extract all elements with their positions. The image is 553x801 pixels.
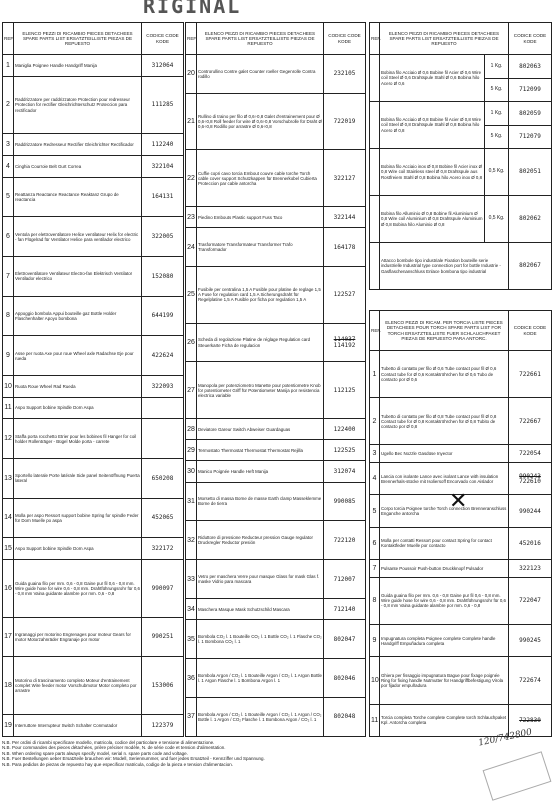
ref-number: 31: [186, 482, 197, 521]
part-description: Elettroventilatore Ventilateur Electro-fan Elektrisch Ventilator Ventilador electrico: [14, 256, 142, 296]
part-code: [142, 217, 184, 257]
torch-title-header: ELENCO PEZZI DI RICAM. PER TORCIA LISTE PIECES DETACHEES POUR TORCH SPARE PARTS LIST FOR TORCH ERSATZTEILLISTE FUER SCHLAUCHPAKET PIEZAS DE REPUESTO PARA ANTORC.: [380, 311, 509, 351]
table-row: [186, 620, 366, 659]
part-code: [324, 599, 366, 620]
part-description: Bombola Argon / CO₂ l. 1 Bouteille Argon / CO₂ l. 1 Argon Bottle l. 1 Argon Flasche l. 1 Bombona Argon l. 1: [197, 659, 324, 698]
part-description: Motorino di trascinamento completo Moteur d'entrainement complet Wire feeder motor Vorschubmotor Motor completo por arrastre: [14, 657, 142, 715]
table-row: [3, 715, 184, 737]
ref-number: 3: [370, 445, 380, 463]
table-row: [186, 521, 366, 560]
part-code: [324, 620, 366, 659]
part-description: Trasformatore Transformateur Transformer Trafo Transformador: [197, 228, 324, 267]
ref-number: 28: [186, 419, 197, 440]
table-row: [370, 351, 552, 398]
part-description: Tubetto di contatto per filo Ø 0,8 Tube contact pour fil Ø 0,8 Contact tube for Ø 0,8 Kontaktröhrchen für Ø 0,8 Tubito de contacto por Ø 0,8: [380, 398, 509, 445]
part-description: Ghiera per fissaggio impugnatura Bague pour fixage poignée Ring for fixing handle Nutmutter für Handgriffbefestigung Virola por fijador empuñadura: [380, 657, 509, 704]
code-value: 111285: [151, 101, 174, 109]
ref-number: 21: [186, 93, 197, 150]
parts-table-middle: [185, 22, 366, 737]
quantity: 0,5 Kg.: [485, 149, 509, 196]
part-description: Cuffie copri cavo torcia Embout couvre cable torche Torch cable cover support Schutzkappen für Brennerkobel Cubierta Proteccion par cable antorcha: [197, 150, 324, 207]
table-row: [3, 336, 184, 376]
code-value: 164131: [151, 193, 174, 201]
table-row: [370, 445, 552, 463]
part-description: Scheda di regolazione Platine de réglage Regulation card Steuerkarte Ficha de regulacion: [197, 323, 324, 362]
part-description: Sportello laterale Porte latérale Side panel Seitenöffnung Puerta lateral: [14, 458, 142, 498]
code-header: CODICE CODE KODE: [142, 23, 184, 55]
part-code: [142, 336, 184, 376]
code-value: 122525: [333, 446, 356, 454]
ref-number: 20: [186, 55, 197, 94]
part-code: [324, 697, 366, 736]
part-code: [324, 323, 366, 362]
table-row: [186, 362, 366, 419]
part-description: Guida guaina filo per mm. 0,6 - 0,8 Gaine pur fil 0,6 - 0,8 mm. Wire guide hose for wire 0,6 - 0,8 mm. Drahtführungsrohr für 0,6 - 0,8 mm Vaina guidante alambre por mm. 0,6 - 0,8: [380, 577, 509, 624]
ref-number: 8: [3, 296, 14, 336]
part-description: Riduttore di pressione Reducteur pression Gauge regulator Druckregler Reductor presión: [197, 521, 324, 560]
part-description: Fusibile per centralina 1,5 A Fusible pour platine de reglage 1,5 A Fuse for regulation card 1,5 A Sicherungsdraht für Regelplatine 1,5 A Fusible por ficha por regulation 1,5 A: [197, 267, 324, 324]
part-description: Raddrizzatore Redresseur Rectifier Gleichrichter Rectificador: [14, 134, 142, 156]
part-description: Staffa porta rocchetto Etrier pour les bobines fil Hanger for coil holder Rollenträger - Bügel Molde porta - carrete: [14, 419, 142, 459]
ref-number: 13: [3, 458, 14, 498]
ref-number: [370, 243, 380, 290]
table-row: [3, 256, 184, 296]
ref-number: 26: [186, 323, 197, 362]
code-value: 644199: [151, 312, 174, 320]
table-row: [370, 102, 552, 126]
ref-number: 30: [186, 461, 197, 482]
table-row: [370, 527, 552, 559]
part-code: [142, 55, 184, 77]
part-code: [142, 498, 184, 538]
part-description: Asse per ruota Axe pour roue Wheel axle Radachse Eje pour rueda: [14, 336, 142, 376]
ref-number: [370, 102, 380, 149]
code-header: CODICE CODE KODE: [509, 311, 552, 351]
ref-number: [370, 149, 380, 196]
part-code: [142, 76, 184, 134]
part-code: [324, 55, 366, 94]
code-value: 152080: [151, 272, 174, 280]
title-header: ELENCO PEZZI DI RICAMBIO PIECES DETACHEES SPARE PARTS LIST ERSATZTEILLISTE PIEZAS DE REPUESTO: [14, 23, 142, 55]
quantity: 5 Kg.: [485, 78, 509, 102]
code-value: 322005: [151, 233, 174, 241]
ref-number: 22: [186, 150, 197, 207]
title-header: ELENCO PEZZI DI RICAMBIO PIECES DETACHEES SPARE PARTS LIST ERSATZTEILLISTE PIEZAS DE REPUESTO: [380, 23, 509, 55]
code-value: 722054: [519, 450, 541, 458]
table-row: [186, 267, 366, 324]
quantity: 1 Kg.: [485, 102, 509, 126]
part-description: Manico Poignée Handle Heft Manija: [197, 461, 324, 482]
table-row: [186, 228, 366, 267]
code-value: 722610: [519, 477, 541, 485]
table-row: [370, 624, 552, 656]
struck-code: 114037: [333, 336, 356, 344]
ref-number: 9: [3, 336, 14, 376]
code-value: 722667: [519, 417, 541, 425]
part-code: [509, 624, 552, 656]
ref-number: 8: [370, 577, 380, 624]
quantity: 1 Kg.: [485, 55, 509, 79]
ref-number: 5: [370, 495, 380, 527]
table-row: [3, 134, 184, 156]
code-value: 322127: [333, 174, 356, 182]
code-value: 232105: [333, 70, 356, 78]
part-code: [509, 398, 552, 445]
table-row: [186, 323, 366, 362]
part-description: Aspo Support bobine Spindle Dorn Aspa: [14, 397, 142, 419]
part-code: [509, 445, 552, 463]
part-code: [324, 482, 366, 521]
part-description: Lancia con isolante Lance avec isolant Lance with insulation Brennerhals-stücke mit Isoliersoff Encorvado con Aislador: [380, 462, 509, 494]
part-description: Maniglia Poignee Handle Handgriff Manija: [14, 55, 142, 77]
part-code: [142, 134, 184, 156]
ref-number: 2: [370, 398, 380, 445]
table-row: [3, 458, 184, 498]
part-description: Bobina filo Acciaio Ø 0,8 Bobine fil Acier Ø 0,8 Wire coil Steel Ø 0,8 Drahtspule Stahl Ø 0,8 Bobina hilo Acero Ø 0,8: [380, 102, 485, 149]
struck-code: 990243: [519, 472, 541, 480]
part-code: [142, 617, 184, 657]
code-value: 422624: [151, 352, 174, 360]
part-code: [142, 155, 184, 177]
part-code: [509, 527, 552, 559]
ref-number: 34: [186, 599, 197, 620]
cross-mark: ✕: [449, 488, 468, 513]
parts-table-left: [2, 22, 184, 737]
part-code: [142, 177, 184, 217]
part-code: [509, 560, 552, 578]
part-code: [324, 560, 366, 599]
part-description: Ingranaggi per motorino Engrenages pour moteur Gears for motor Motorzahnräder Engranaje por motor: [14, 617, 142, 657]
part-code: [509, 657, 552, 704]
ref-number: 4: [370, 462, 380, 494]
ref-number: 25: [186, 267, 197, 324]
code-value: 322104: [151, 162, 174, 170]
ref-number: [370, 55, 380, 102]
order-notes: [2, 740, 482, 767]
part-code: [142, 657, 184, 715]
part-code: 802062: [509, 196, 552, 243]
part-code: 802067: [509, 243, 552, 290]
code-value: 650208: [151, 474, 174, 482]
ref-number: 6: [3, 217, 14, 257]
struck-code: 722830: [519, 716, 541, 724]
part-description: Piedino Embouts Plastic support Fuss Taco: [197, 206, 324, 227]
code-value: 452016: [519, 539, 541, 547]
ref-header: REF.: [370, 311, 380, 351]
part-code: 712099: [509, 78, 552, 102]
ref-number: 27: [186, 362, 197, 419]
code-value: 712007: [333, 575, 356, 583]
ref-number: 2: [3, 76, 14, 134]
table-row: [186, 150, 366, 207]
ref-number: [370, 196, 380, 243]
code-value: 722661: [519, 370, 541, 378]
table-row: [3, 177, 184, 217]
part-code: [324, 228, 366, 267]
part-code: [324, 521, 366, 560]
code-value: 122379: [151, 722, 174, 730]
code-value: 990244: [519, 507, 541, 515]
part-description: Torcia completa Torche complete Complete torch Schlauchpaket Kpl. Antorcha completa: [380, 704, 509, 736]
table-row: [186, 440, 366, 461]
note-line: N.B. When ordering spare parts always specify model, serial n. spare parts code and voltage.: [2, 750, 188, 756]
ref-number: 37: [186, 697, 197, 736]
table-row: [370, 243, 552, 290]
part-description: Deviatore Gareur Switch Abweiser Guardaguas: [197, 419, 324, 440]
ref-number: 7: [370, 560, 380, 578]
part-description: Ruota Roue Wheel Rad Rueda: [14, 376, 142, 398]
part-code: [324, 206, 366, 227]
table-row: [186, 461, 366, 482]
part-description: Molla per contatti Ressort pour contact Spring for contact Kontaktfeder Muelle por contacto: [380, 527, 509, 559]
part-description: Attacco bombole tipo industriale Fixation bouteille serie industrielle Industrial type connection port for bottle Industrie - Gasflaschenanschluss Enlace bombona tipo industrial: [380, 243, 509, 290]
part-description: Guida guaina filo per mm. 0,6 - 0,8 Gaine pur fil 0,6 - 0,8 mm. Wire guide hose for wire 0,6 - 0,8 mm. Drahtführungsrohr für 0,6 - 0,8 mm Vaina guidante alambre por mm. 0,6 - 0,8: [14, 559, 142, 617]
ref-number: 9: [370, 624, 380, 656]
part-code: [509, 577, 552, 624]
handwritten-note: 120/742800: [477, 727, 534, 749]
code-header: CODICE CODE KODE: [509, 23, 552, 55]
table-row: [186, 93, 366, 150]
part-description: Bombola CO₂ l. 1 Bouteille CO₂ l. 1 Bottle CO₂ l. 1 Flasche CO₂ l. 1 Bombona CO₂ l. 1: [197, 620, 324, 659]
code-value: 802046: [333, 674, 356, 682]
table-row: [3, 155, 184, 177]
ref-header: REF.: [3, 23, 14, 55]
ref-number: 11: [3, 397, 14, 419]
part-description: Bobina filo Acciaio Ø 0,6 Bobine fil Acier Ø 0,6 Wire coil Steel Ø 0,6 Drahtspule Stahl Ø 0,6 Bobina hilo Acero Ø 0,6: [380, 55, 485, 102]
part-description: Controrullino Contre galet Counter roeller Gegenrolle Contra rodillo: [197, 55, 324, 94]
table-row: [3, 657, 184, 715]
table-row: [370, 55, 552, 79]
part-code: [142, 376, 184, 398]
part-code: [142, 538, 184, 560]
part-code: [509, 495, 552, 527]
corner-stamp: [483, 751, 552, 801]
code-value: 164178: [333, 243, 356, 251]
code-value: 322123: [519, 564, 541, 572]
part-description: Raddrizzatore per raddrizzatore Protection pour redresseur Protection for rectifier Gleichrichterschutz Proteccion para rectificador: [14, 76, 142, 134]
part-description: Rullino di traino per filo Ø 0,6÷0,8 Galet d'entrainement pour Ø 0,6÷0,8 Roll feeder for wire Ø 0,6÷0,8 Vorschubrolle für Draht Ø 0,6÷0,8 Rodillo por arrastre Ø 0,6÷0,8: [197, 93, 324, 150]
table-row: [370, 577, 552, 624]
part-description: Bombola Argon / CO₂ l. 1 Bouteille Argon / CO₂ l. 1 Argon / CO₂ Bottle l. 1 Argon / CO₂ Flasche l. 1 Bombona Argon / CO₂ l. 1: [197, 697, 324, 736]
table-row: [3, 538, 184, 560]
part-description: Cinghia Courroie Belt Gurt Correa: [14, 155, 142, 177]
ref-number: 3: [3, 134, 14, 156]
table-row: [3, 76, 184, 134]
ref-number: 10: [370, 657, 380, 704]
code-value: 114192: [333, 341, 356, 349]
note-line: N.B. Fuer Bestellungen ueber Ersatzteile brauchen wir: Modell, Seriennummer, und fuer jedes Ersatzteil - Kennziffer und Spannung.: [2, 756, 265, 762]
note-line: N.B. Pour commandes des pieces détachées, prière préciser modèle, N. de série code et tension d'alimentation.: [2, 745, 226, 751]
part-description: Reattanza Reactance Reactance Reaktanz Grupo de reactancia: [14, 177, 142, 217]
ref-number: 7: [3, 256, 14, 296]
code-value: 990251: [151, 633, 174, 641]
table-row: [370, 149, 552, 196]
part-description: Corpo torcia Poignee torche Torch connection Brenneranschluss Enganche antorcha: [380, 495, 509, 527]
ref-number: 32: [186, 521, 197, 560]
ref-number: 35: [186, 620, 197, 659]
ref-number: 17: [3, 617, 14, 657]
code-value: 990245: [519, 637, 541, 645]
ref-number: 16: [3, 559, 14, 617]
part-code: [142, 256, 184, 296]
code-value: 122527: [333, 291, 356, 299]
table-row: [370, 196, 552, 243]
part-description: Appoggio bombola Appui bouteille gaz Bottle Holder Flaschenhalter Apoyo bombona: [14, 296, 142, 336]
part-description: Manopola per potenziometro Manette pour potentiometre Knob for potentiometer Griff für Potentiometer Manija por resistencia electrica variable: [197, 362, 324, 419]
ref-number: 6: [370, 527, 380, 559]
table-row: [186, 697, 366, 736]
parts-table-wire: [369, 22, 552, 290]
ref-number: 14: [3, 498, 14, 538]
code-value: 112240: [151, 141, 174, 149]
part-description: Molla per aspo Ressort support bobine Spring for spindle Feder für Dorn Muelle po aspa: [14, 498, 142, 538]
ref-number: 19: [3, 715, 14, 737]
table-row: [370, 560, 552, 578]
code-value: 712140: [333, 605, 356, 613]
table-row: [3, 617, 184, 657]
ref-number: 23: [186, 206, 197, 227]
table-row: [3, 498, 184, 538]
part-code: [509, 351, 552, 398]
ref-number: 5: [3, 177, 14, 217]
original-stamp: RIGINAL: [143, 0, 242, 18]
part-code: [324, 440, 366, 461]
code-value: 153006: [151, 682, 174, 690]
table-row: [3, 397, 184, 419]
ref-number: 4: [3, 155, 14, 177]
note-line: N.B. Para pedidos de piezas de repuesto hay que especificar matricula, codigo de la pieza e tension d'alimentacion.: [2, 761, 233, 767]
ref-number: 1: [370, 351, 380, 398]
code-value: 722120: [333, 536, 356, 544]
table-row: [3, 55, 184, 77]
ref-number: 33: [186, 560, 197, 599]
code-value: 990097: [151, 584, 174, 592]
part-description: Pulsante Poussoir Push-button Druckknopf Pulsador: [380, 560, 509, 578]
code-value: 112125: [333, 386, 356, 394]
table-row: [186, 482, 366, 521]
code-value: 452065: [151, 514, 174, 522]
part-description: Tubetto di contatto per filo Ø 0,6 Tube contact pour fil Ø 0,6 Contact tube for Ø 0,6 Kontaktröhrchen für Ø 0,6 Tubo de contacto por Ø 0,6: [380, 351, 509, 398]
ref-number: 12: [3, 419, 14, 459]
part-code: [324, 419, 366, 440]
title-header: ELENCO PEZZI DI RICAMBIO PIECES DETACHEES SPARE PARTS LIST ERSATZTEILLISTE PIEZAS DE REPUESTO: [197, 23, 324, 55]
note-line: N.B. Per ordini di ricambi specificare modello, matricola, codice del particolare e tensione di alimentazione.: [2, 740, 215, 745]
ref-header: REF.: [186, 23, 197, 55]
code-value: 122400: [333, 425, 356, 433]
ref-header: REF.: [370, 23, 380, 55]
table-row: [186, 206, 366, 227]
table-row: [186, 659, 366, 698]
code-value: 722047: [519, 597, 541, 605]
part-code: [324, 659, 366, 698]
code-value: 312074: [333, 467, 356, 475]
part-code: 802063: [509, 55, 552, 79]
ref-number: 36: [186, 659, 197, 698]
table-row: [186, 419, 366, 440]
table-row: [370, 398, 552, 445]
quantity: 0,5 Kg.: [485, 196, 509, 243]
table-row: [3, 376, 184, 398]
code-value: 322093: [151, 382, 174, 390]
part-description: Ventola per elettroventilatore Helice ventilateur Helix for electric - fan Flügelrad für Ventilator Helice para ventilador electrico: [14, 217, 142, 257]
part-code: [142, 397, 184, 419]
part-code: [142, 296, 184, 336]
part-code: [324, 461, 366, 482]
ref-number: 15: [3, 538, 14, 560]
part-code: [142, 559, 184, 617]
code-value: 722674: [519, 676, 541, 684]
table-row: [3, 419, 184, 459]
part-code: [324, 362, 366, 419]
code-value: 990085: [333, 497, 356, 505]
code-value: 722019: [333, 118, 356, 126]
part-description: Termostato Thermostat Thermostat Thermostat Rejilla: [197, 440, 324, 461]
table-row: [186, 55, 366, 94]
ref-number: 29: [186, 440, 197, 461]
code-value: 322144: [333, 213, 356, 221]
parts-table-torch: [369, 310, 552, 737]
code-value: 802047: [333, 635, 356, 643]
table-row: [3, 217, 184, 257]
ref-number: 1: [3, 55, 14, 77]
table-row: [3, 559, 184, 617]
ref-number: 18: [3, 657, 14, 715]
part-description: Vetro per maschera Verre pour masque Glass for mask Glas f. maske Vidrio para mascara: [197, 560, 324, 599]
part-description: Aspo Support bobine Spindle Dorn Aspa: [14, 538, 142, 560]
part-description: Interruttore Interrupteur Switch Schalter Conmutador: [14, 715, 142, 737]
quantity: 5 Kg.: [485, 125, 509, 149]
part-code: 802059: [509, 102, 552, 126]
part-code: [142, 458, 184, 498]
part-description: Maschera Masque Mask Schutzschild Mascara: [197, 599, 324, 620]
part-description: Bobina filo Acciaio inox Ø 0,8 Bobine fil Acier inox Ø 0,8 Wire coil Stainless steel Ø 0,8 Drahtspule aus Rostfreiem Stahl Ø 0,8 Bobina hilo Acero inox Ø 0,8: [380, 149, 485, 196]
part-code: [142, 419, 184, 459]
table-row: [370, 657, 552, 704]
part-code: [324, 267, 366, 324]
code-value: 322172: [151, 545, 174, 553]
part-description: Ugello Bec Nozzle Gasdüse Inyector: [380, 445, 509, 463]
part-code: 712079: [509, 125, 552, 149]
part-code: [142, 715, 184, 737]
code-value: 802048: [333, 713, 356, 721]
code-header: CODICE CODE KODE: [324, 23, 366, 55]
ref-number: 24: [186, 228, 197, 267]
part-description: Impugnatura completa Poignee complete Complete handle Handgriff Empuñadura completa: [380, 624, 509, 656]
table-row: [3, 296, 184, 336]
table-row: [186, 560, 366, 599]
table-row: [186, 599, 366, 620]
part-code: [324, 93, 366, 150]
code-value: 312064: [151, 61, 174, 69]
ref-number: 10: [3, 376, 14, 398]
part-code: 802051: [509, 149, 552, 196]
part-code: [324, 150, 366, 207]
part-description: Bobina filo Alluminio Ø 0,8 Bobine fil Aluminium Ø 0,8 Wire coil Aluminium Ø 0,8 Drahtspule Aluminium Ø 0,8 Bobina hilo Aluminio Ø 0,8: [380, 196, 485, 243]
part-code: [509, 462, 552, 494]
ref-number: 11: [370, 704, 380, 736]
part-description: Morsetto di massa Borne de masse Earth clamp Masseklemme Borne de tierra: [197, 482, 324, 521]
